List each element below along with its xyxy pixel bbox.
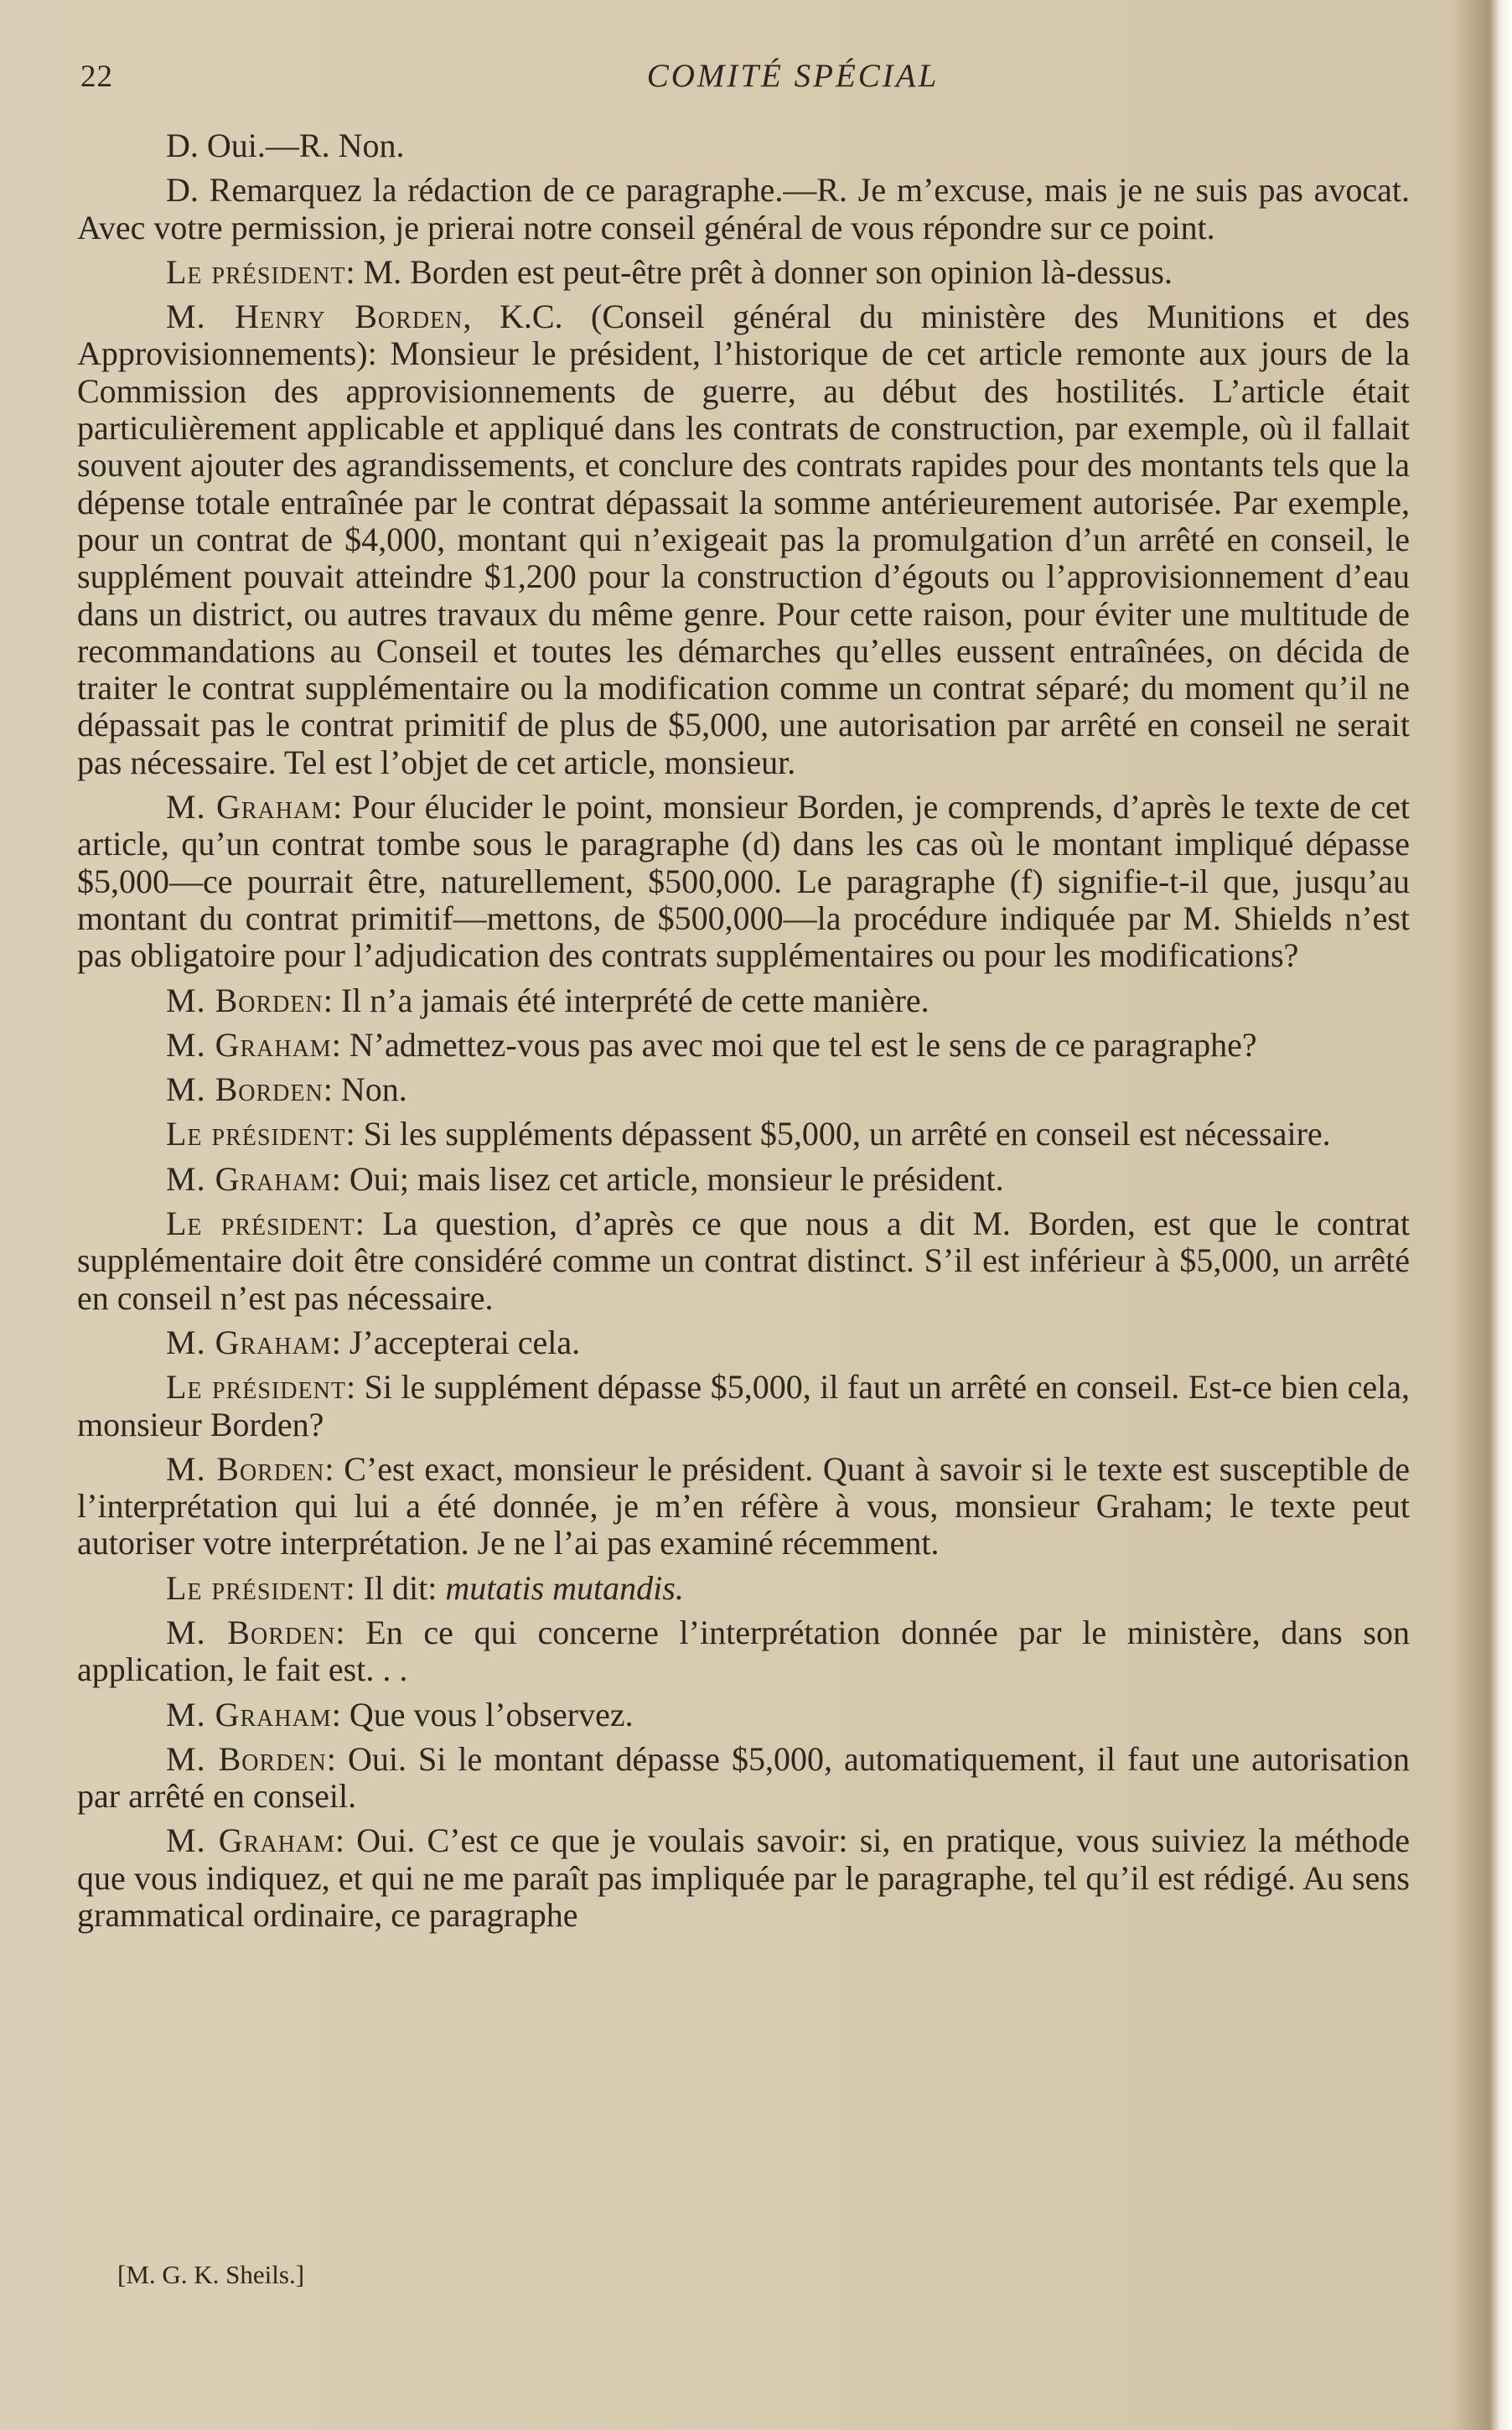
speaker-name: M. Borden — [166, 1613, 336, 1651]
speaker-name: Le président — [166, 252, 346, 291]
latin-phrase: mutatis mutandis. — [445, 1568, 684, 1607]
paragraph-text: Il dit: — [363, 1568, 446, 1607]
transcript-paragraph — [77, 1570, 1410, 1607]
speaker-separator: : — [345, 1368, 365, 1407]
transcript-paragraph — [77, 254, 1410, 291]
paragraph-text: Oui. C’est ce que je voulais savoir: si, en pratique, vous suiviez la méthode que vous indiquez, et qui ne me paraît pas impliquée par le paragraphe, tel qu’il est rédigé. Au sens grammatical ordinaire, ce paragraphe — [77, 1821, 1411, 1935]
paragraph-text: K.C. (Conseil général du ministère des Munitions et des Approvisionnements): Monsieur le président, l’historique de cet article remonte aux jours de la Commission des approvisionnements de guerre, au début des hostilités. L’article était particulièrement applicable et appliqué dans les contrats de construction, par exemple, où il fallait souvent ajouter des agrandissements, et conclure des contrats rapides pour des montants tels que la dépense totale entraînée par le contrat dépassait la somme antérieurement autorisée. Par exemple, pour un contrat de $4,000, montant qui n’exigeait pas la promulgation d’un arrêté en conseil, le supplément pouvait atteindre $1,200 pour la construction d’égouts ou l’approvisionnement d’eau dans un district, ou autres travaux du même genre. Pour cette raison, pour éviter une multitude de recommandations au Conseil et toutes les démarches qu’elles eussent entraînées, on décida de traiter le contrat supplémentaire ou la modification comme un contrat séparé; du moment qu’il ne dépassait pas le contrat primitif de plus de $5,000, une autorisation par arrêté en conseil ne serait pas nécessaire. Tel est l’objet de cet article, monsieur. — [77, 298, 1411, 781]
speaker-name: Le président — [166, 1568, 346, 1607]
speaker-separator: : — [331, 1695, 350, 1733]
transcript-paragraph — [77, 1071, 1410, 1108]
paragraph-text: D. Remarquez la rédaction de ce paragraphe.—R. Je m’excuse, mais je ne suis pas avocat. Avec votre permission, je prierai notre conseil général de vous répondre sur ce point. — [77, 171, 1410, 246]
speaker-separator: : — [323, 1070, 341, 1109]
paragraph-text: Que vous l’observez. — [349, 1695, 634, 1733]
speaker-name: M. Graham — [166, 1025, 332, 1064]
transcript-paragraph — [77, 1822, 1410, 1934]
transcript-body — [77, 127, 1410, 1941]
transcript-paragraph — [77, 127, 1410, 164]
speaker-separator: : — [345, 1568, 364, 1607]
speaker-name: M. Borden — [166, 1070, 324, 1109]
paragraph-text: C’est exact, monsieur le président. Quant à savoir si le texte est susceptible de l’interprétation qui lui a été donnée, je m’en réfère à vous, monsieur Graham; le texte peut autoriser votre interprétation. Je ne l’ai pas examiné récemment. — [77, 1449, 1410, 1562]
speaker-name: M. Borden — [166, 1449, 325, 1488]
speaker-separator: : — [331, 1025, 350, 1064]
speaker-separator: : — [355, 1205, 383, 1243]
paragraph-text: Oui. Si le montant dépasse $5,000, automatiquement, il faut une autorisation par arrêté en conseil. — [77, 1739, 1410, 1816]
speaker-name: Le président — [166, 1205, 355, 1243]
speaker-separator: : — [331, 1159, 350, 1198]
speaker-name: M. Borden — [166, 981, 324, 1019]
speaker-name: Le président — [166, 1368, 346, 1407]
transcript-paragraph — [77, 1324, 1410, 1361]
transcript-paragraph — [77, 1161, 1410, 1198]
transcript-paragraph — [77, 1614, 1410, 1689]
paragraph-text: Oui; mais lisez cet article, monsieur le président. — [349, 1159, 1004, 1198]
transcript-paragraph — [77, 298, 1410, 781]
transcript-paragraph — [77, 789, 1410, 974]
paragraph-text: D. Oui.—R. Non. — [166, 127, 405, 164]
paragraph-text: En ce qui concerne l’interprétation donnée par le ministère, dans son application, le fait est. . . — [77, 1613, 1410, 1689]
page-number: 22 — [80, 60, 113, 94]
transcript-paragraph — [77, 172, 1410, 246]
speaker-separator: : — [334, 1821, 357, 1860]
transcript-paragraph — [77, 1451, 1410, 1562]
transcript-paragraph — [77, 1697, 1410, 1733]
paragraph-text: Pour élucider le point, monsieur Borden, je comprends, d’après le texte de cet article, qu’un contrat tombe sous le paragraphe (d) dans les cas où le montant impliqué dépasse $5,000—ce pourrait être, naturellement, $500,000. Le paragraphe (f) signifie-t-il que, jusqu’au montant du contrat primitif—mettons, de $500,000—la procédure indiquée par M. Shields n’est pas obligatoire pour l’adjudication des contrats supplémentaires ou pour les modifications? — [77, 788, 1410, 975]
paragraph-text: M. Borden est peut-être prêt à donner son opinion là-dessus. — [363, 252, 1173, 291]
speaker-separator: , — [463, 298, 500, 336]
speaker-separator: : — [326, 1739, 348, 1778]
speaker-separator: : — [324, 1449, 344, 1488]
speaker-separator: : — [335, 1613, 366, 1651]
speaker-name: M. Borden — [166, 1739, 327, 1778]
page-header — [80, 54, 1438, 104]
transcript-paragraph — [77, 1205, 1410, 1317]
speaker-separator: : — [345, 252, 364, 291]
speaker-separator: : — [345, 1115, 364, 1153]
paragraph-text: J’accepterai cela. — [349, 1323, 581, 1361]
speaker-separator: : — [331, 1323, 350, 1361]
paragraph-text: Il n’a jamais été interprété de cette manière. — [340, 981, 929, 1019]
paragraph-text: Non. — [340, 1070, 407, 1109]
speaker-name: M. Graham — [166, 1323, 332, 1361]
speaker-name: M. Graham — [166, 1821, 335, 1860]
speaker-separator: : — [333, 788, 352, 826]
transcript-paragraph — [77, 1741, 1410, 1816]
reporter-attribution: [M. G. K. Sheils.] — [117, 2260, 305, 2289]
paragraph-text: Si les suppléments dépassent $5,000, un arrêté en conseil est nécessaire. — [363, 1115, 1331, 1153]
transcript-paragraph — [77, 1369, 1410, 1443]
speaker-name: M. Graham — [166, 1159, 332, 1198]
speaker-separator: : — [323, 981, 341, 1019]
speaker-name: M. Graham — [166, 788, 334, 826]
speaker-name: Le président — [166, 1115, 346, 1153]
speaker-name: M. Graham — [166, 1695, 332, 1733]
running-title: COMITÉ SPÉCIAL — [646, 58, 940, 94]
speaker-name: M. Henry Borden — [166, 298, 463, 336]
transcript-paragraph — [77, 1027, 1410, 1064]
paragraph-text: N’admettez-vous pas avec moi que tel est le sens de ce paragraphe? — [349, 1025, 1257, 1064]
paragraph-text: La question, d’après ce que nous a dit M. Borden, est que le contrat supplémentaire doit être considéré comme un contrat distinct. S’il est inférieur à $5,000, un arrêté en conseil n’est pas nécessaire. — [77, 1205, 1410, 1317]
paragraph-text: Si le supplément dépasse $5,000, il faut un arrêté en conseil. Est-ce bien cela, monsieur Borden? — [77, 1368, 1410, 1443]
transcript-paragraph — [77, 1116, 1410, 1153]
transcript-paragraph — [77, 982, 1410, 1019]
